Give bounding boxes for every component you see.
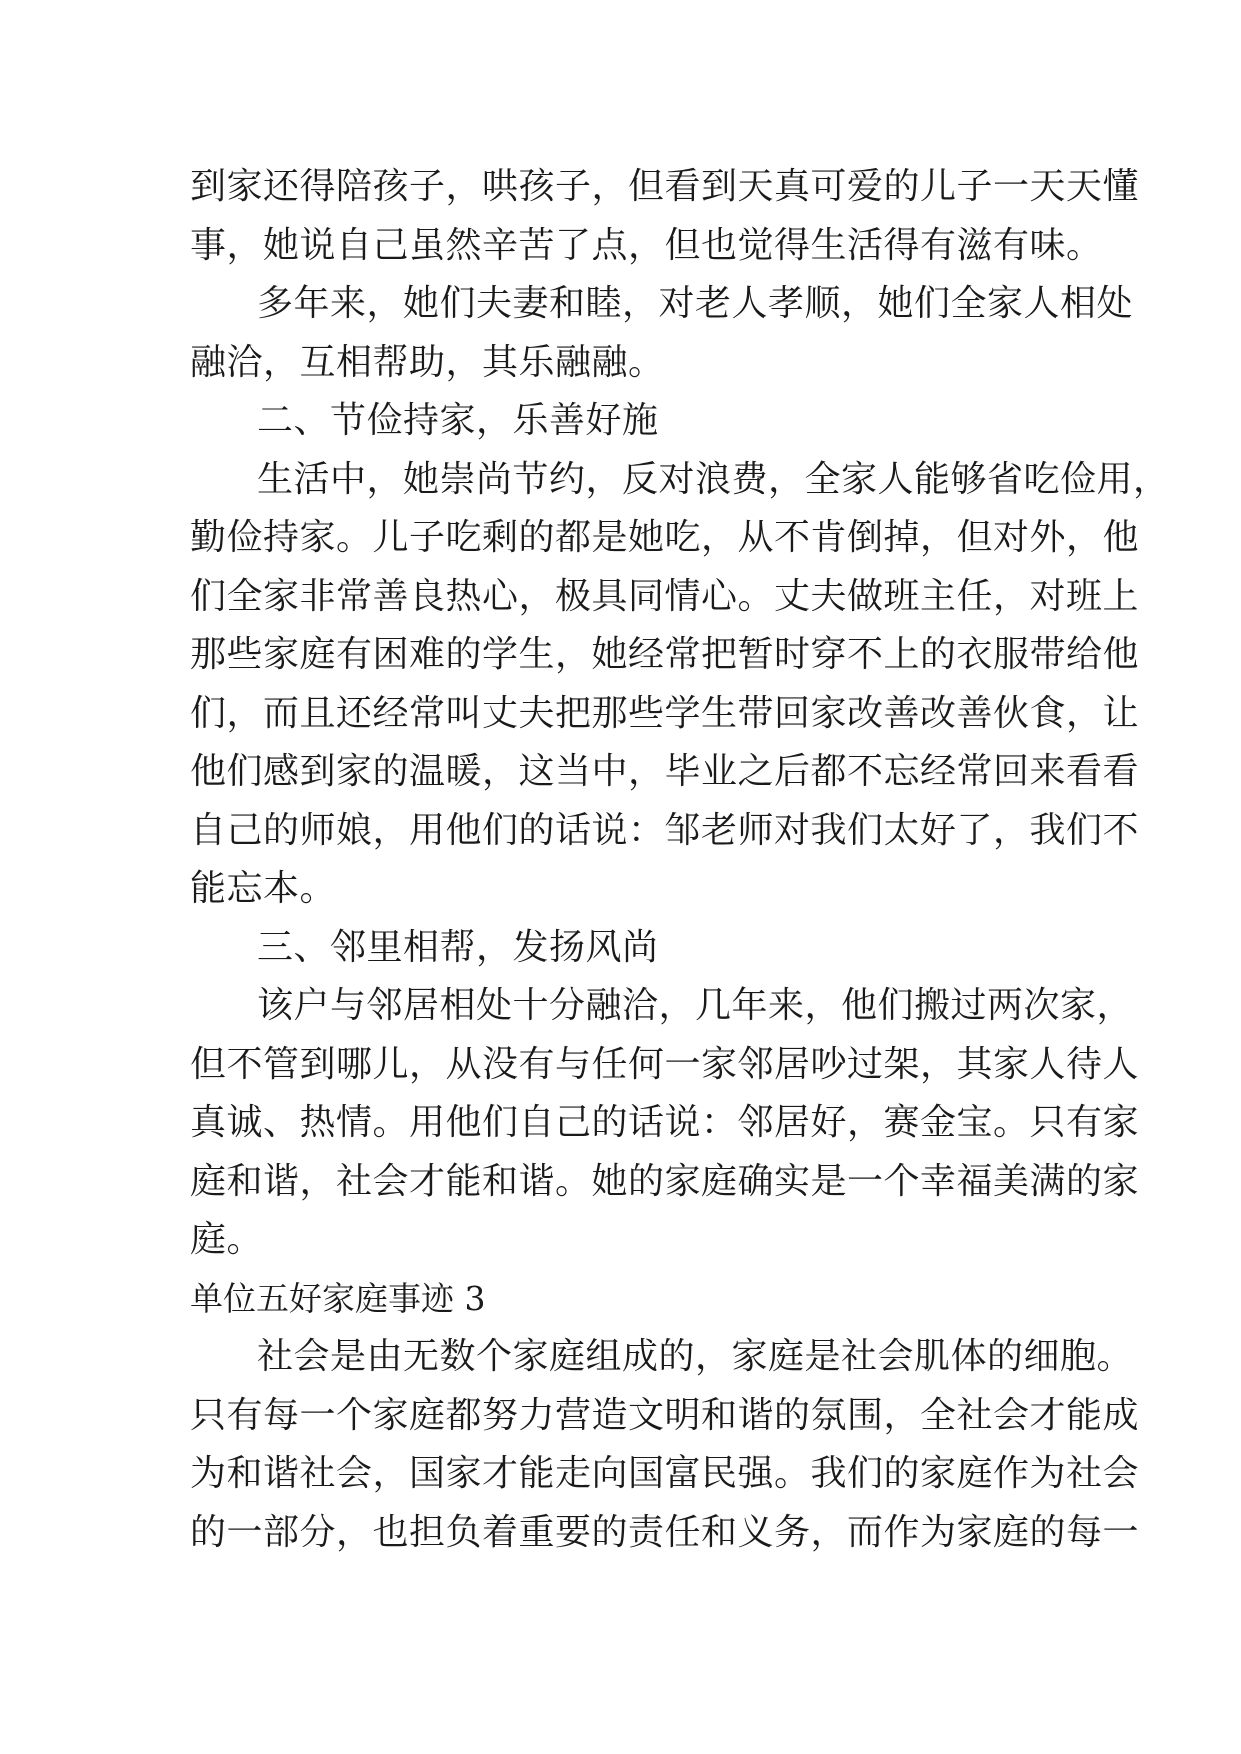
- text-line: 多年来，她们夫妻和睦，对老人孝顺，她们全家人相处: [257, 283, 1134, 324]
- text-line: 到家还得陪孩子，哄孩子，但看到天真可爱的儿子一天天懂: [190, 166, 1140, 207]
- text-line: 庭和谐，社会才能和谐。她的家庭确实是一个幸福美满的家: [190, 1160, 1140, 1202]
- text-line: 他们感到家的温暖，这当中，毕业之后都不忘经常回来看看: [190, 751, 1140, 792]
- text-line: 该户与邻居相处十分融洽，几年来，他们搬过两次家，: [257, 985, 1134, 1026]
- text-line: 那些家庭有困难的学生，她经常把暂时穿不上的衣服带给他: [190, 634, 1140, 675]
- text-line: 们全家非常善良热心，极具同情心。丈夫做班主任，对班上: [190, 575, 1140, 617]
- text-line: 二、节俭持家，乐善好施: [257, 400, 659, 441]
- text-line: 融洽，互相帮助，其乐融融。: [190, 341, 665, 383]
- text-line: 能忘本。: [190, 868, 337, 909]
- text-line: 事，她说自己虽然辛苦了点，但也觉得生活得有滋有味。: [190, 224, 1103, 266]
- text-line: 真诚、热情。用他们自己的话说：邻居好，赛金宝。只有家: [190, 1102, 1140, 1143]
- section-heading: 单位五好家庭事迹 3: [190, 1278, 486, 1318]
- text-line: 但不管到哪儿，从没有与任何一家邻居吵过架，其家人待人: [190, 1043, 1140, 1085]
- text-line: 自己的师娘，用他们的话说：邹老师对我们太好了，我们不: [190, 809, 1140, 851]
- document-page: [190, 158, 1170, 1562]
- text-line: 为和谐社会，国家才能走向国富民强。我们的家庭作为社会: [190, 1453, 1140, 1494]
- document-body: [190, 158, 1170, 1562]
- text-line: 勤俭持家。儿子吃剩的都是她吃，从不肯倒掉，但对外，他: [190, 517, 1140, 558]
- text-line: 三、邻里相帮，发扬风尚: [257, 926, 659, 968]
- text-line: 生活中，她崇尚节约，反对浪费，全家人能够省吃俭用，: [257, 458, 1170, 500]
- text-line: 只有每一个家庭都努力营造文明和谐的氛围，全社会才能成: [190, 1394, 1140, 1436]
- text-line: 庭。: [190, 1219, 264, 1260]
- text-line: 们，而且还经常叫丈夫把那些学生带回家改善改善伙食，让: [190, 692, 1140, 734]
- text-line: 的一部分，也担负着重要的责任和义务，而作为家庭的每一: [190, 1511, 1140, 1553]
- text-line: 社会是由无数个家庭组成的，家庭是社会肌体的细胞。: [257, 1336, 1134, 1377]
